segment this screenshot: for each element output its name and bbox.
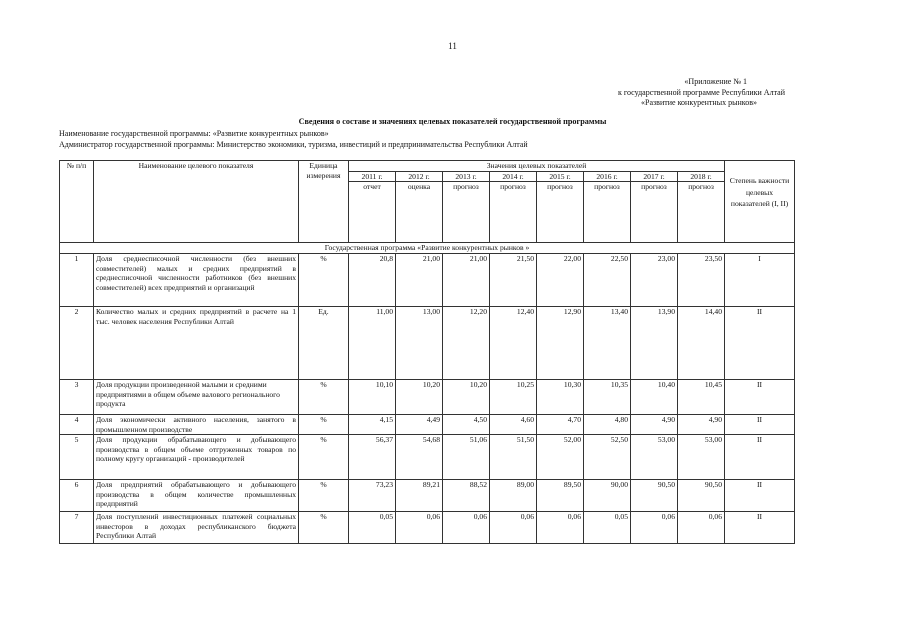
section-title: Государственная программа «Развитие конкурентных рынков » xyxy=(60,243,795,254)
appendix-line-1: «Приложение № 1 xyxy=(684,77,747,86)
row-value: 56,37 xyxy=(349,435,396,480)
header-kind: прогноз xyxy=(443,182,490,243)
header-year: 2016 г. xyxy=(584,171,631,182)
row-value: 52,50 xyxy=(584,435,631,480)
row-value: 73,23 xyxy=(349,480,396,512)
row-value: 21,00 xyxy=(396,254,443,307)
header-year: 2018 г. xyxy=(678,171,725,182)
row-name: Доля среднесписочной численности (без внешних совместителей) малых и средних предприятий в среднесписочной численности работников (без внешних совместителей) всех предприятий и организаций xyxy=(94,254,299,307)
row-importance: II xyxy=(725,480,795,512)
row-value: 0,06 xyxy=(490,512,537,544)
indicators-table xyxy=(59,160,795,544)
row-value: 52,00 xyxy=(537,435,584,480)
header-kind: прогноз xyxy=(584,182,631,243)
row-value: 20,8 xyxy=(349,254,396,307)
row-value: 0,06 xyxy=(396,512,443,544)
row-value: 51,06 xyxy=(443,435,490,480)
row-value: 89,50 xyxy=(537,480,584,512)
row-unit: % xyxy=(299,380,349,415)
row-value: 10,30 xyxy=(537,380,584,415)
row-num: 2 xyxy=(60,307,94,380)
row-value: 0,05 xyxy=(584,512,631,544)
row-value: 10,20 xyxy=(443,380,490,415)
row-value: 4,80 xyxy=(584,415,631,435)
table-row xyxy=(60,435,795,480)
row-value: 89,00 xyxy=(490,480,537,512)
administrator-line: Администратор государственной программы: Министерство экономики, туризма, инвестиций и предпринимательства Республики Алтай xyxy=(59,140,528,149)
row-value: 21,50 xyxy=(490,254,537,307)
row-value: 12,40 xyxy=(490,307,537,380)
row-unit: % xyxy=(299,512,349,544)
row-value: 90,00 xyxy=(584,480,631,512)
appendix-line-2: к государственной программе Республики Алтай xyxy=(617,87,785,97)
row-value: 53,00 xyxy=(631,435,678,480)
row-value: 4,90 xyxy=(678,415,725,435)
row-name: Доля экономически активного населения, занятого в промышленном производстве xyxy=(94,415,299,435)
row-value: 10,25 xyxy=(490,380,537,415)
row-value: 88,52 xyxy=(443,480,490,512)
row-num: 5 xyxy=(60,435,94,480)
header-kind: прогноз xyxy=(537,182,584,243)
row-value: 4,60 xyxy=(490,415,537,435)
header-kind: оценка xyxy=(396,182,443,243)
row-name: Доля продукции произведенной малыми и средними предприятиями в общем объеме валового регионального продукта xyxy=(94,380,299,415)
row-value: 11,00 xyxy=(349,307,396,380)
program-name-line: Наименование государственной программы: «Развитие конкурентных рынков» xyxy=(59,129,329,138)
page-number: 11 xyxy=(448,41,457,51)
row-value: 0,06 xyxy=(537,512,584,544)
row-value: 53,00 xyxy=(678,435,725,480)
table-row xyxy=(60,512,795,544)
header-unit: Единица измерения xyxy=(299,161,349,243)
row-value: 0,05 xyxy=(349,512,396,544)
row-importance: I xyxy=(725,254,795,307)
row-name: Доля продукции обрабатывающего и добывающего производства в общем объеме отгруженных товаров по полному кругу организаций - производителей xyxy=(94,435,299,480)
row-value: 22,00 xyxy=(537,254,584,307)
row-importance: II xyxy=(725,415,795,435)
header-year: 2011 г. xyxy=(349,171,396,182)
row-num: 3 xyxy=(60,380,94,415)
header-kind: отчет xyxy=(349,182,396,243)
row-unit: % xyxy=(299,480,349,512)
row-value: 0,06 xyxy=(443,512,490,544)
header-num: № п/п xyxy=(60,161,94,243)
row-value: 23,50 xyxy=(678,254,725,307)
row-value: 14,40 xyxy=(678,307,725,380)
row-value: 90,50 xyxy=(678,480,725,512)
row-importance: II xyxy=(725,380,795,415)
row-value: 51,50 xyxy=(490,435,537,480)
header-kind: прогноз xyxy=(631,182,678,243)
row-unit: % xyxy=(299,415,349,435)
row-value: 13,00 xyxy=(396,307,443,380)
row-value: 10,10 xyxy=(349,380,396,415)
row-value: 54,68 xyxy=(396,435,443,480)
row-value: 21,00 xyxy=(443,254,490,307)
row-num: 1 xyxy=(60,254,94,307)
row-value: 13,90 xyxy=(631,307,678,380)
header-name: Наименование целевого показателя xyxy=(94,161,299,243)
row-name: Количество малых и средних предприятий в расчете на 1 тыс. человек населения Республики Алтай xyxy=(94,307,299,380)
table-row xyxy=(60,415,795,435)
header-importance: Степень важности целевых показателей (I, II) xyxy=(725,161,795,243)
row-value: 4,90 xyxy=(631,415,678,435)
row-value: 23,00 xyxy=(631,254,678,307)
row-value: 4,49 xyxy=(396,415,443,435)
appendix-note xyxy=(618,77,785,109)
row-importance: II xyxy=(725,512,795,544)
appendix-line-3: «Развитие конкурентных рынков» xyxy=(641,98,757,107)
row-unit: Ед. xyxy=(299,307,349,380)
row-value: 10,20 xyxy=(396,380,443,415)
row-num: 7 xyxy=(60,512,94,544)
row-value: 22,50 xyxy=(584,254,631,307)
row-num: 4 xyxy=(60,415,94,435)
document-title: Сведения о составе и значениях целевых показателей государственной программы xyxy=(298,117,607,126)
row-value: 4,50 xyxy=(443,415,490,435)
row-value: 10,40 xyxy=(631,380,678,415)
row-name: Доля предприятий обрабатывающего и добывающего производства в общем количестве промышленных предприятий xyxy=(94,480,299,512)
header-year: 2013 г. xyxy=(443,171,490,182)
row-value: 13,40 xyxy=(584,307,631,380)
row-value: 12,20 xyxy=(443,307,490,380)
header-kind: прогноз xyxy=(678,182,725,243)
row-num: 6 xyxy=(60,480,94,512)
row-value: 10,45 xyxy=(678,380,725,415)
row-value: 4,15 xyxy=(349,415,396,435)
row-value: 4,70 xyxy=(537,415,584,435)
table-row xyxy=(60,254,795,307)
row-value: 10,35 xyxy=(584,380,631,415)
row-name: Доля поступлений инвестиционных платежей социальных инвесторов в доходах республиканского бюджета Республики Алтай xyxy=(94,512,299,544)
row-value: 12,90 xyxy=(537,307,584,380)
row-unit: % xyxy=(299,435,349,480)
row-importance: II xyxy=(725,307,795,380)
header-kind: прогноз xyxy=(490,182,537,243)
header-year: 2012 г. xyxy=(396,171,443,182)
row-value: 0,06 xyxy=(631,512,678,544)
header-year: 2017 г. xyxy=(631,171,678,182)
header-values-group: Значения целевых показателей xyxy=(349,161,725,172)
row-value: 0,06 xyxy=(678,512,725,544)
header-year: 2015 г. xyxy=(537,171,584,182)
row-value: 89,21 xyxy=(396,480,443,512)
table-row xyxy=(60,380,795,415)
header-year: 2014 г. xyxy=(490,171,537,182)
row-importance: II xyxy=(725,435,795,480)
row-value: 90,50 xyxy=(631,480,678,512)
table-row xyxy=(60,480,795,512)
row-unit: % xyxy=(299,254,349,307)
table-row xyxy=(60,307,795,380)
